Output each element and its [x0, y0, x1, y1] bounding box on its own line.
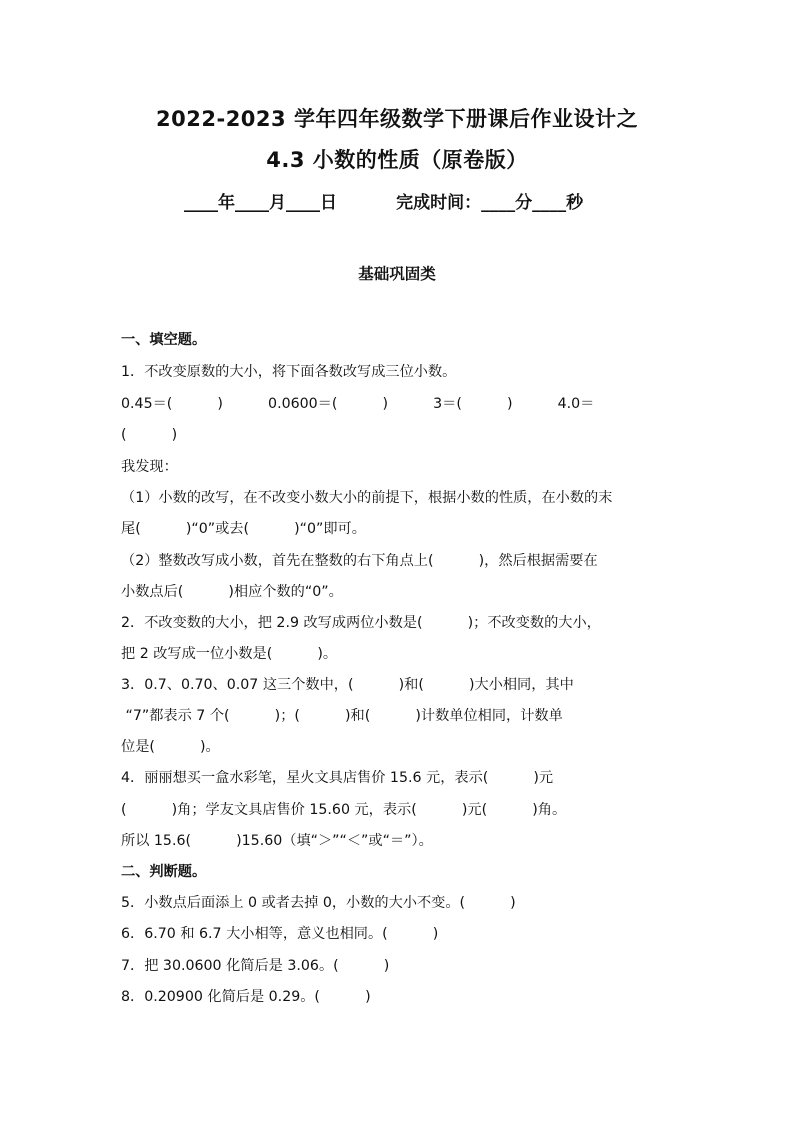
discovery-1-line2: 尾( )“0”或去( )“0”即可。: [121, 521, 366, 537]
discovery-1-line1: （1）小数的改写，在不改变小数大小的前提下，根据小数的性质，在小数的末: [121, 490, 613, 506]
question-1-items-cont: ( ): [121, 427, 178, 443]
question-1-prompt: 1．不改变原数的大小，将下面各数改写成三位小数。: [121, 364, 457, 380]
question-4-line1: 4．丽丽想买一盒水彩笔，星火文具店售价 15.6 元，表示( )元: [121, 770, 554, 786]
discovery-label: 我发现：: [121, 459, 178, 475]
part-heading-true-false: 二、判断题。: [121, 864, 207, 880]
discovery-2-line1: （2）整数改写成小数，首先在整数的右下角点上( )，然后根据需要在: [121, 553, 598, 569]
question-3-line2: “7”都表示 7 个( )；( )和( )计数单位相同，计数单: [121, 708, 563, 724]
question-2-line1: 2．不改变数的大小，把 2.9 改写成两位小数是( )；不改变数的大小，: [121, 615, 601, 631]
section-heading: 基础巩固类: [358, 265, 436, 283]
question-1-items: 0.45＝( ) 0.0600＝( ) 3＝( ) 4.0＝: [121, 396, 595, 412]
question-4-line3: 所以 15.6( )15.60（填“＞”“＜”或“＝”）。: [121, 833, 433, 849]
question-4-line2: ( )角；学友文具店售价 15.60 元，表示( )元( )角。: [121, 802, 567, 818]
worksheet-title-line1: 2022-2023 学年四年级数学下册课后作业设计之: [156, 107, 638, 131]
worksheet-title-line2: 4.3 小数的性质（原卷版）: [266, 148, 528, 172]
question-6: 6．6.70 和 6.7 大小相等，意义也相同。( ): [121, 926, 439, 942]
date-and-time-line: ____年____月____日 完成时间：____分____秒: [184, 193, 584, 213]
question-8: 8．0.20900 化简后是 0.29。( ): [121, 989, 371, 1005]
question-3-line3: 位是( )。: [121, 739, 220, 755]
question-5: 5．小数点后面添上 0 或者去掉 0，小数的大小不变。( ): [121, 895, 516, 911]
question-2-line2: 把 2 改写成一位小数是( )。: [121, 646, 338, 662]
part-heading-fill-in: 一、填空题。: [121, 332, 207, 348]
question-3-line1: 3．0.7、0.70、0.07 这三个数中，( )和( )大小相同，其中: [121, 677, 574, 693]
discovery-2-line2: 小数点后( )相应个数的“0”。: [121, 584, 343, 600]
question-7: 7．把 30.0600 化简后是 3.06。( ): [121, 958, 390, 974]
